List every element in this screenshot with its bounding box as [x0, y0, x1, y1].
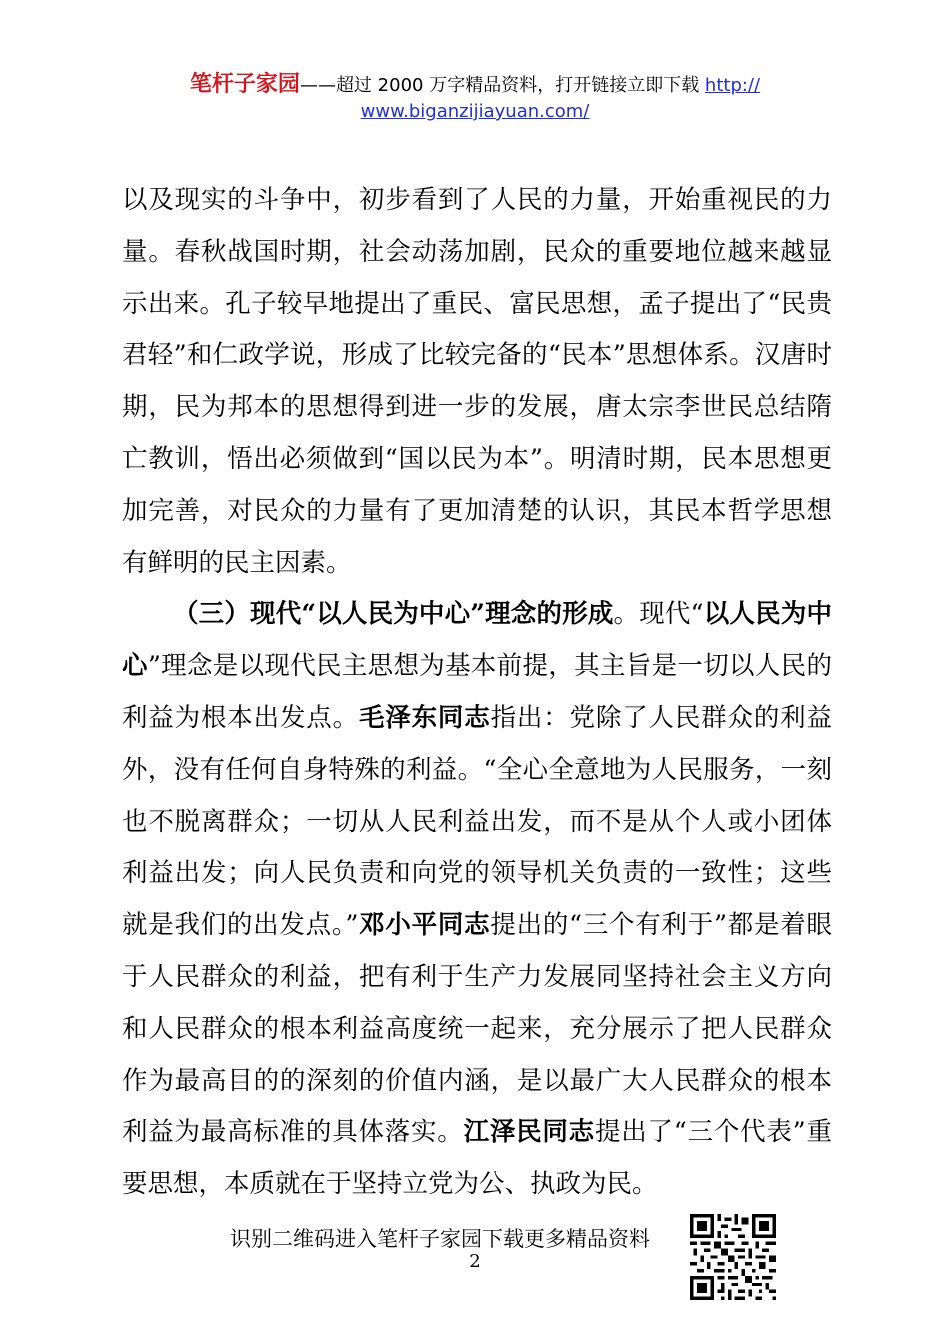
page-header	[0, 72, 950, 125]
header-line-1	[0, 72, 950, 99]
page-number: 2	[469, 1251, 481, 1272]
text-run: 指出：党除了人民群众的利益外，没有任何自身特殊的利益。“全心全意地为人民服务，一刻也不脱离群众；一切从人民利益出发，而不是从个人或小团体利益出发；向人民负责和向党的领导机关负责的一致性；这些就是我们的出发点。”	[122, 702, 832, 941]
qr-code-icon[interactable]	[690, 1214, 776, 1300]
text-run: 。现代“	[613, 599, 704, 630]
bold-name-deng: 邓小平同志	[358, 910, 491, 941]
document-body	[122, 175, 832, 1211]
text-run: 提出了“三个代表”重要思想，本质就在于坚持立党为公、执政为民。	[122, 1117, 832, 1200]
header-dash: ——	[299, 75, 336, 96]
section-heading: （三）现代“以人民为中心”理念的形成	[173, 599, 614, 630]
brand-name: 笔杆子家园	[189, 72, 300, 97]
paragraph-2	[122, 589, 832, 1211]
bold-phrase: 以人民为中心	[122, 599, 832, 682]
text-run: 提出的“三个有利于”都是着眼于人民群众的利益，把有利于生产力发展同坚持社会主义方向和人民群众的根本利益高度统一起来，充分展示了把人民群众作为最高目的的深刻的价值内涵，是以最广大人民群众的根本利益为最高标准的具体落实。	[122, 910, 832, 1148]
header-tagline: 超过 2000 万字精品资料，打开链接立即下载	[335, 75, 705, 96]
download-link-part1[interactable]: http://	[704, 75, 761, 96]
download-link-part2[interactable]: www.biganzijiayuan.com/	[360, 101, 590, 122]
footer-caption: 识别二维码进入笔杆子家园下载更多精品资料	[230, 1227, 650, 1251]
bold-name-mao: 毛泽东同志	[358, 702, 491, 733]
header-line-2	[0, 99, 950, 125]
paragraph-1: 以及现实的斗争中，初步看到了人民的力量，开始重视民的力量。春秋战国时期，社会动荡加剧，民众的重要地位越来越显示出来。孔子较早地提出了重民、富民思想，孟子提出了“民贵君轻”和仁政学说，形成了比较完备的“民本”思想体系。汉唐时期，民为邦本的思想得到进一步的发展，唐太宗李世民总结隋亡教训，悟出必须做到“国以民为本”。明清时期，民本思想更加完善，对民众的力量有了更加清楚的认识，其民本哲学思想有鲜明的民主因素。	[122, 185, 832, 578]
text-run: ”理念是以现代民主思想为基本前提，其主旨是一切以人民的利益为根本出发点。	[122, 651, 832, 733]
bold-name-jiang: 江泽民同志	[463, 1117, 595, 1148]
